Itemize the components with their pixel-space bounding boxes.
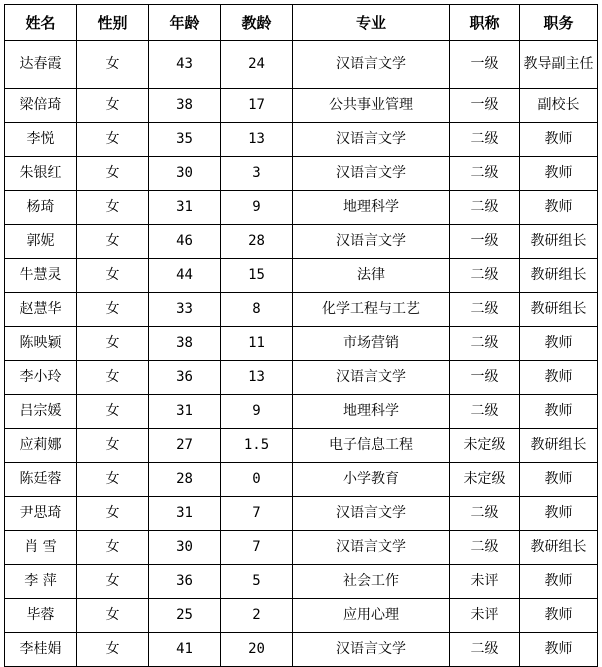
cell-teaching-years: 5	[221, 565, 293, 599]
cell-age: 38	[149, 89, 221, 123]
table-row	[5, 191, 598, 225]
cell-gender: 女	[77, 599, 149, 633]
cell-teaching-years: 3	[221, 157, 293, 191]
cell-position: 教研组长	[520, 429, 598, 463]
cell-position: 教师	[520, 565, 598, 599]
cell-title: 未评	[450, 565, 520, 599]
cell-major: 社会工作	[293, 565, 450, 599]
table-row	[5, 463, 598, 497]
cell-name: 李小玲	[5, 361, 77, 395]
cell-position: 教研组长	[520, 293, 598, 327]
cell-position: 教研组长	[520, 531, 598, 565]
table-row	[5, 395, 598, 429]
header-name: 姓名	[5, 5, 77, 41]
table-body	[5, 41, 598, 667]
cell-major: 应用心理	[293, 599, 450, 633]
cell-position: 副校长	[520, 89, 598, 123]
table-row	[5, 293, 598, 327]
cell-age: 25	[149, 599, 221, 633]
header-title: 职称	[450, 5, 520, 41]
cell-name: 牛慧灵	[5, 259, 77, 293]
cell-teaching-years: 1.5	[221, 429, 293, 463]
cell-teaching-years: 8	[221, 293, 293, 327]
cell-gender: 女	[77, 41, 149, 89]
cell-age: 30	[149, 157, 221, 191]
cell-age: 33	[149, 293, 221, 327]
cell-major: 汉语言文学	[293, 361, 450, 395]
cell-teaching-years: 15	[221, 259, 293, 293]
table-row	[5, 633, 598, 667]
cell-gender: 女	[77, 429, 149, 463]
cell-name: 陈映颖	[5, 327, 77, 361]
cell-name: 毕蓉	[5, 599, 77, 633]
table-row	[5, 531, 598, 565]
table-row	[5, 497, 598, 531]
cell-title: 一级	[450, 89, 520, 123]
cell-major: 地理科学	[293, 395, 450, 429]
cell-name: 郭妮	[5, 225, 77, 259]
cell-age: 46	[149, 225, 221, 259]
cell-name: 应莉娜	[5, 429, 77, 463]
cell-name: 李悦	[5, 123, 77, 157]
cell-gender: 女	[77, 157, 149, 191]
cell-age: 38	[149, 327, 221, 361]
cell-position: 教师	[520, 123, 598, 157]
cell-position: 教师	[520, 191, 598, 225]
cell-title: 二级	[450, 157, 520, 191]
cell-major: 化学工程与工艺	[293, 293, 450, 327]
cell-name: 肖 雪	[5, 531, 77, 565]
cell-name: 赵慧华	[5, 293, 77, 327]
cell-name: 李桂娟	[5, 633, 77, 667]
cell-gender: 女	[77, 395, 149, 429]
cell-name: 达春霞	[5, 41, 77, 89]
cell-age: 36	[149, 361, 221, 395]
cell-major: 汉语言文学	[293, 225, 450, 259]
cell-teaching-years: 0	[221, 463, 293, 497]
cell-age: 27	[149, 429, 221, 463]
table-row	[5, 361, 598, 395]
cell-major: 地理科学	[293, 191, 450, 225]
cell-title: 二级	[450, 293, 520, 327]
cell-age: 35	[149, 123, 221, 157]
cell-position: 教研组长	[520, 259, 598, 293]
cell-age: 31	[149, 191, 221, 225]
cell-gender: 女	[77, 531, 149, 565]
cell-position: 教师	[520, 361, 598, 395]
table-row	[5, 157, 598, 191]
cell-gender: 女	[77, 293, 149, 327]
table-row	[5, 259, 598, 293]
cell-name: 李 萍	[5, 565, 77, 599]
cell-age: 43	[149, 41, 221, 89]
cell-teaching-years: 7	[221, 531, 293, 565]
cell-name: 陈廷蓉	[5, 463, 77, 497]
cell-teaching-years: 11	[221, 327, 293, 361]
cell-title: 二级	[450, 327, 520, 361]
cell-title: 一级	[450, 41, 520, 89]
cell-gender: 女	[77, 565, 149, 599]
cell-gender: 女	[77, 225, 149, 259]
cell-title: 未评	[450, 599, 520, 633]
cell-gender: 女	[77, 123, 149, 157]
cell-title: 二级	[450, 497, 520, 531]
cell-major: 法律	[293, 259, 450, 293]
cell-major: 汉语言文学	[293, 41, 450, 89]
cell-name: 尹思琦	[5, 497, 77, 531]
cell-position: 教师	[520, 395, 598, 429]
cell-teaching-years: 20	[221, 633, 293, 667]
cell-teaching-years: 2	[221, 599, 293, 633]
table-row	[5, 123, 598, 157]
cell-position: 教师	[520, 497, 598, 531]
cell-title: 一级	[450, 361, 520, 395]
cell-major: 小学教育	[293, 463, 450, 497]
cell-teaching-years: 9	[221, 191, 293, 225]
table-row	[5, 599, 598, 633]
cell-title: 二级	[450, 123, 520, 157]
header-major: 专业	[293, 5, 450, 41]
cell-position: 教师	[520, 463, 598, 497]
cell-name: 梁倍琦	[5, 89, 77, 123]
cell-gender: 女	[77, 361, 149, 395]
table-row	[5, 225, 598, 259]
cell-position: 教师	[520, 633, 598, 667]
cell-title: 二级	[450, 191, 520, 225]
table-row	[5, 429, 598, 463]
cell-position: 教师	[520, 599, 598, 633]
cell-age: 41	[149, 633, 221, 667]
cell-teaching-years: 24	[221, 41, 293, 89]
cell-gender: 女	[77, 327, 149, 361]
cell-position: 教师	[520, 327, 598, 361]
cell-title: 二级	[450, 531, 520, 565]
cell-major: 电子信息工程	[293, 429, 450, 463]
cell-title: 一级	[450, 225, 520, 259]
cell-age: 31	[149, 395, 221, 429]
cell-gender: 女	[77, 259, 149, 293]
cell-title: 二级	[450, 259, 520, 293]
cell-teaching-years: 13	[221, 361, 293, 395]
header-position: 职务	[520, 5, 598, 41]
cell-gender: 女	[77, 463, 149, 497]
cell-name: 杨琦	[5, 191, 77, 225]
cell-title: 未定级	[450, 429, 520, 463]
cell-gender: 女	[77, 497, 149, 531]
header-gender: 性别	[77, 5, 149, 41]
cell-position: 教师	[520, 157, 598, 191]
table-row	[5, 41, 598, 89]
cell-gender: 女	[77, 633, 149, 667]
cell-teaching-years: 7	[221, 497, 293, 531]
table-row	[5, 565, 598, 599]
cell-major: 汉语言文学	[293, 123, 450, 157]
cell-major: 汉语言文学	[293, 157, 450, 191]
cell-position: 教研组长	[520, 225, 598, 259]
cell-major: 公共事业管理	[293, 89, 450, 123]
cell-position: 教导副主任	[520, 41, 598, 89]
cell-name: 朱银红	[5, 157, 77, 191]
cell-major: 汉语言文学	[293, 633, 450, 667]
cell-teaching-years: 13	[221, 123, 293, 157]
header-teaching-years: 教龄	[221, 5, 293, 41]
cell-teaching-years: 28	[221, 225, 293, 259]
cell-gender: 女	[77, 191, 149, 225]
table-row	[5, 89, 598, 123]
table-header-row	[5, 5, 598, 41]
table-row	[5, 327, 598, 361]
cell-age: 31	[149, 497, 221, 531]
cell-age: 30	[149, 531, 221, 565]
cell-title: 二级	[450, 395, 520, 429]
cell-age: 44	[149, 259, 221, 293]
header-age: 年龄	[149, 5, 221, 41]
cell-teaching-years: 17	[221, 89, 293, 123]
cell-major: 汉语言文学	[293, 497, 450, 531]
cell-major: 汉语言文学	[293, 531, 450, 565]
cell-title: 未定级	[450, 463, 520, 497]
staff-table-container	[4, 4, 598, 667]
cell-teaching-years: 9	[221, 395, 293, 429]
cell-gender: 女	[77, 89, 149, 123]
cell-age: 28	[149, 463, 221, 497]
staff-table	[4, 4, 598, 667]
cell-age: 36	[149, 565, 221, 599]
cell-title: 二级	[450, 633, 520, 667]
cell-name: 吕宗媛	[5, 395, 77, 429]
cell-major: 市场营销	[293, 327, 450, 361]
